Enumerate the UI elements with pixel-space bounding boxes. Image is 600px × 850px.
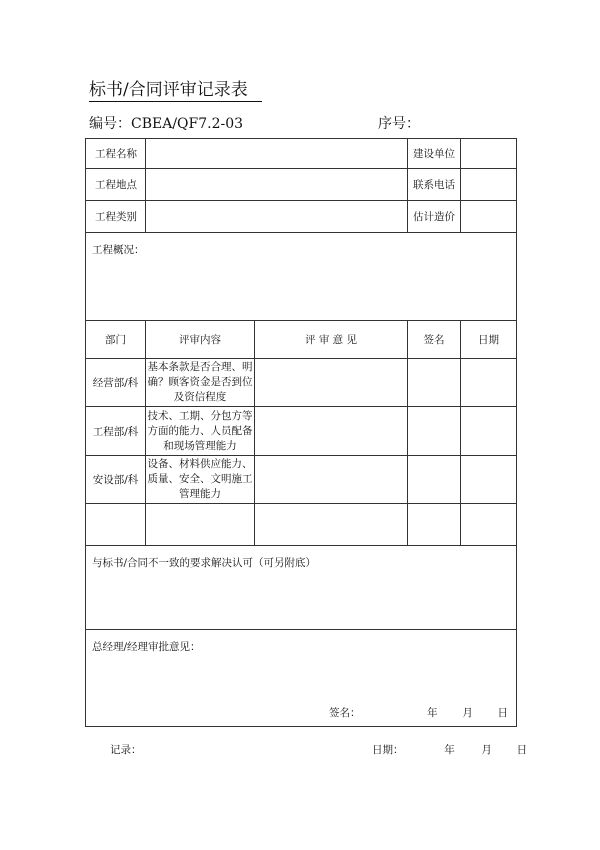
construction-unit-label: 建设单位 <box>408 139 461 169</box>
project-category-field[interactable] <box>146 201 408 233</box>
table-row <box>86 456 517 504</box>
row-sign-field[interactable] <box>408 456 461 504</box>
construction-unit-field[interactable] <box>461 139 517 169</box>
approval-day-label: 日 <box>497 707 509 719</box>
row-sign-field[interactable] <box>408 359 461 407</box>
row-opinion-field[interactable] <box>255 359 408 407</box>
table-row <box>86 359 517 407</box>
header-date: 日期 <box>461 321 517 359</box>
resolution-label: 与标书/合同不一致的要求解决认可（可另附底） <box>92 557 317 569</box>
footer-year-label: 年 <box>444 744 455 756</box>
review-form-table <box>85 138 517 727</box>
header-dept: 部门 <box>86 321 146 359</box>
contact-phone-label: 联系电话 <box>408 169 461 201</box>
approval-sign-label: 签名： <box>328 707 361 719</box>
document-code: 编号：CBEA/QF7.2-03 <box>89 116 244 132</box>
project-name-field[interactable] <box>146 139 408 169</box>
row-dept: 工程部/科 <box>86 407 146 456</box>
approval-field[interactable] <box>86 630 517 727</box>
footer-month-label: 月 <box>481 744 492 756</box>
row-sign-field[interactable] <box>408 407 461 456</box>
row-opinion-field[interactable] <box>255 504 408 546</box>
row-content-field[interactable] <box>146 504 255 546</box>
project-location-row <box>86 169 517 201</box>
serial-number-label: 序号： <box>378 116 420 132</box>
project-category-label: 工程类别 <box>86 201 146 233</box>
header-opinion: 评 审 意 见 <box>255 321 408 359</box>
project-name-label: 工程名称 <box>86 139 146 169</box>
header-content: 评审内容 <box>146 321 255 359</box>
row-dept: 经营部/科 <box>86 359 146 407</box>
row-date-field[interactable] <box>461 359 517 407</box>
row-content: 基本条款是否合理、明确？顾客资金是否到位及资信程度 <box>146 359 255 407</box>
row-date-field[interactable] <box>461 407 517 456</box>
footer-date-line <box>372 742 527 757</box>
approval-year-label: 年 <box>427 707 438 719</box>
contact-phone-field[interactable] <box>461 169 517 201</box>
page-title: 标书/合同评审记录表 <box>89 80 262 102</box>
record-label: 记录： <box>110 744 142 756</box>
resolution-row <box>86 546 517 630</box>
row-opinion-field[interactable] <box>255 407 408 456</box>
approval-row <box>86 630 517 727</box>
row-dept: 安设部/科 <box>86 456 146 504</box>
project-overview-label: 工程概况： <box>92 244 145 256</box>
project-location-field[interactable] <box>146 169 408 201</box>
table-row <box>86 407 517 456</box>
row-opinion-field[interactable] <box>255 456 408 504</box>
approval-label: 总经理/经理审批意见： <box>92 641 201 653</box>
footer-date-label: 日期： <box>372 744 404 756</box>
project-overview-row <box>86 233 517 321</box>
row-date-field[interactable] <box>461 456 517 504</box>
row-dept-field[interactable] <box>86 504 146 546</box>
row-sign-field[interactable] <box>408 504 461 546</box>
table-row <box>86 504 517 546</box>
project-location-label: 工程地点 <box>86 169 146 201</box>
resolution-field[interactable] <box>86 546 517 630</box>
footer-day-label: 日 <box>516 744 528 756</box>
project-category-row <box>86 201 517 233</box>
estimated-cost-label: 估计造价 <box>408 201 461 233</box>
approval-signature-line <box>329 705 508 720</box>
project-overview-field[interactable] <box>86 233 517 321</box>
project-name-row <box>86 139 517 169</box>
approval-month-label: 月 <box>462 707 473 719</box>
row-date-field[interactable] <box>461 504 517 546</box>
header-sign: 签名 <box>408 321 461 359</box>
row-content: 技术、工期、分包方等方面的能力、人员配备和现场管理能力 <box>146 407 255 456</box>
estimated-cost-field[interactable] <box>461 201 517 233</box>
row-content: 设备、材料供应能力、质量、安全、文明施工管理能力 <box>146 456 255 504</box>
review-header-row <box>86 321 517 359</box>
